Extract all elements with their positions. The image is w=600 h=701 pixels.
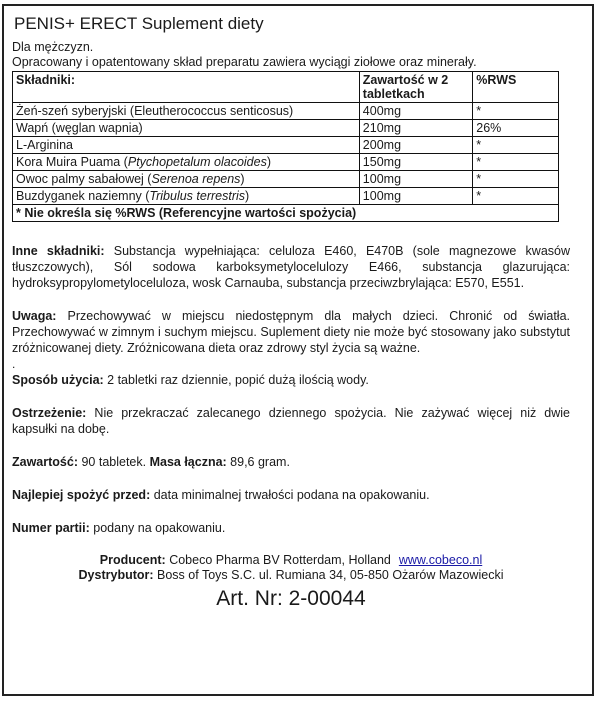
contents-label: Zawartość: bbox=[12, 455, 78, 469]
rws-footnote: * Nie określa się %RWS (Referencyjne wartości spożycia) bbox=[13, 205, 559, 222]
table-row bbox=[13, 103, 559, 120]
producer-line: Producent: Cobeco Pharma BV Rotterdam, Holland www.cobeco.nl bbox=[99, 553, 483, 567]
ingredient-rws: * bbox=[473, 188, 559, 205]
total-mass-label: Masa łączna: bbox=[149, 455, 227, 469]
ingredient-amount: 210mg bbox=[359, 120, 472, 137]
distributor-line: Dystrybutor: Boss of Toys S.C. ul. Rumiana 34, 05-850 Ożarów Mazowiecki bbox=[78, 568, 504, 582]
caution-label: Ostrzeżenie: bbox=[12, 406, 87, 420]
ingredients-table bbox=[12, 71, 559, 222]
ingredient-latin-name: Ptychopetalum olacoides bbox=[127, 155, 267, 169]
ingredient-rws: * bbox=[473, 154, 559, 171]
usage-section: Sposób użycia: 2 tabletki raz dziennie, popić dużą ilością wody. bbox=[12, 373, 369, 387]
ingredient-name: Żeń-szeń syberyjski (Eleutherococcus senticosus) bbox=[13, 103, 360, 120]
ingredient-amount: 400mg bbox=[359, 103, 472, 120]
ingredient-amount: 200mg bbox=[359, 137, 472, 154]
ingredient-amount: 150mg bbox=[359, 154, 472, 171]
article-number: Art. Nr: 2-00044 bbox=[216, 587, 366, 610]
label-content bbox=[12, 14, 582, 611]
warning-label: Uwaga: bbox=[12, 309, 57, 323]
intro-line-2: Opracowany i opatentowany skład preparatu zawiera wyciągi ziołowe oraz minerały. bbox=[12, 55, 477, 69]
ingredient-name: Kora Muira Puama (Ptychopetalum olacoides) bbox=[13, 154, 360, 171]
ingredient-amount: 100mg bbox=[359, 171, 472, 188]
ingredient-name: Wapń (węglan wapnia) bbox=[13, 120, 360, 137]
ingredient-amount: 100mg bbox=[359, 188, 472, 205]
producer-website-link[interactable]: www.cobeco.nl bbox=[398, 553, 483, 567]
header-ingredients: Składniki: bbox=[13, 72, 360, 103]
stray-dot: . bbox=[12, 357, 16, 371]
table-row bbox=[13, 120, 559, 137]
table-row bbox=[13, 188, 559, 205]
batch-label: Numer partii: bbox=[12, 521, 90, 535]
distributor-label: Dystrybutor: bbox=[78, 568, 154, 582]
product-title: PENIS+ ERECT Suplement diety bbox=[14, 14, 264, 33]
header-content: Zawartość w 2 tabletkach bbox=[359, 72, 472, 103]
table-footnote-row bbox=[13, 205, 559, 222]
ingredient-rws: * bbox=[473, 137, 559, 154]
ingredient-rws: * bbox=[473, 103, 559, 120]
ingredient-name: L-Arginina bbox=[13, 137, 360, 154]
other-ingredients: Inne składniki: Substancja wypełniająca: celuloza E460, E470B (sole magnezowe kwasów tłuszczowych), Sól sodowa karboksymetylocelulozy E466, substancja glazurująca: hydroksypropylometyloceluloza, wosk Carnauba, substancja przeciwzbrylająca: E570, E551. bbox=[12, 244, 570, 290]
producer-label: Producent: bbox=[99, 553, 166, 567]
ingredient-rws: * bbox=[473, 171, 559, 188]
caution-section: Ostrzeżenie: Nie przekraczać zalecanego dziennego spożycia. Nie zażywać więcej niż dwie kapsułki na dobę. bbox=[12, 406, 570, 436]
ingredient-rws: 26% bbox=[473, 120, 559, 137]
ingredient-latin-name: Serenoa repens bbox=[151, 172, 241, 186]
usage-label: Sposób użycia: bbox=[12, 373, 104, 387]
best-before-label: Najlepiej spożyć przed: bbox=[12, 488, 151, 502]
warning-section: Uwaga: Przechowywać w miejscu niedostępnym dla małych dzieci. Chronić od światła. Przechowywać w zimnym i suchym miejscu. Suplement diety nie może być stosowany jako substytut zróżnicowanej diety. Zróżnicowana dieta oraz zdrowy styl życia są ważne. bbox=[12, 309, 570, 355]
intro-line-1: Dla mężczyzn. bbox=[12, 40, 94, 54]
table-row bbox=[13, 154, 559, 171]
table-header-row bbox=[13, 72, 559, 103]
batch-section: Numer partii: podany na opakowaniu. bbox=[12, 521, 226, 535]
best-before-section: Najlepiej spożyć przed: data minimalnej trwałości podana na opakowaniu. bbox=[12, 488, 430, 502]
table-row bbox=[13, 137, 559, 154]
other-ingredients-label: Inne składniki: bbox=[12, 244, 105, 258]
ingredient-name: Owoc palmy sabałowej (Serenoa repens) bbox=[13, 171, 360, 188]
ingredient-latin-name: Tribulus terrestris bbox=[149, 189, 246, 203]
contents-section: Zawartość: 90 tabletek. Masa łączna: 89,6 gram. bbox=[12, 455, 290, 469]
table-row bbox=[13, 171, 559, 188]
header-rws: %RWS bbox=[473, 72, 559, 103]
ingredient-name: Buzdyganek naziemny (Tribulus terrestris) bbox=[13, 188, 360, 205]
